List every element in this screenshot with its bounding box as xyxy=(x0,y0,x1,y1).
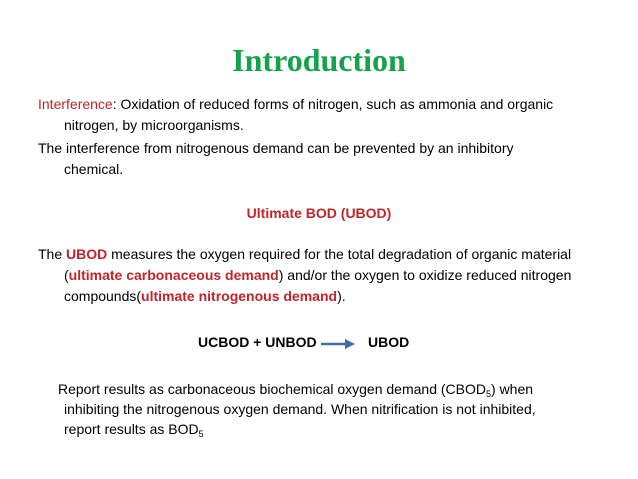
report-paragraph xyxy=(58,379,598,439)
ubod-line-1 xyxy=(38,244,603,265)
interference-paragraph xyxy=(38,94,603,136)
report-text-1a: Report results as carbonaceous biochemical oxygen demand (CBOD xyxy=(58,381,486,397)
ubod-heading: Ultimate BOD (UBOD) xyxy=(246,205,392,221)
report-line-1 xyxy=(58,379,598,399)
slide-title: Introduction xyxy=(232,42,406,78)
report-text-1b: ) when xyxy=(491,381,534,397)
ubod-text-6: ). xyxy=(337,288,346,304)
carbonaceous-term: ultimate carbonaceous demand xyxy=(68,267,279,283)
ubod-equation xyxy=(0,334,638,355)
right-arrow-icon xyxy=(321,338,355,350)
interference-definition: : Oxidation of reduced forms of nitrogen, such as ammonia and organic xyxy=(112,96,554,112)
report-subscript-1: 5 xyxy=(486,389,492,399)
ubod-text-5: compounds( xyxy=(64,288,142,304)
interference-term: Interference xyxy=(38,96,113,112)
interference-line-2: nitrogen, by microorganisms. xyxy=(64,117,244,133)
ubod-line-3 xyxy=(38,286,603,307)
equation-left: UCBOD + UNBOD xyxy=(198,334,317,350)
nitrogenous-term: ultimate nitrogenous demand xyxy=(141,288,338,304)
ubod-text-1: The xyxy=(38,246,67,262)
ubod-line-2 xyxy=(38,265,603,286)
ubod-text-4: ) and/or the oxygen to oxidize reduced nitrogen xyxy=(278,267,572,283)
prevention-paragraph xyxy=(38,138,603,180)
report-subscript-3: 5 xyxy=(198,429,204,439)
report-line-2: inhibiting the nitrogenous oxygen demand. When nitrification is not inhibited, xyxy=(64,401,536,417)
ubod-text-2: measures the oxygen required for the total degradation of organic material xyxy=(107,246,572,262)
equation-right: UBOD xyxy=(368,334,410,350)
interference-line-1 xyxy=(38,94,603,115)
ubod-term: UBOD xyxy=(66,246,108,262)
report-line-3 xyxy=(58,419,598,439)
ubod-paragraph xyxy=(38,244,603,307)
report-text-3a: report results as BOD xyxy=(64,421,199,437)
prevention-line-2: chemical. xyxy=(64,161,124,177)
ubod-text-3: ( xyxy=(64,267,69,283)
prevention-line-1: The interference from nitrogenous demand can be prevented by an inhibitory xyxy=(38,140,514,156)
